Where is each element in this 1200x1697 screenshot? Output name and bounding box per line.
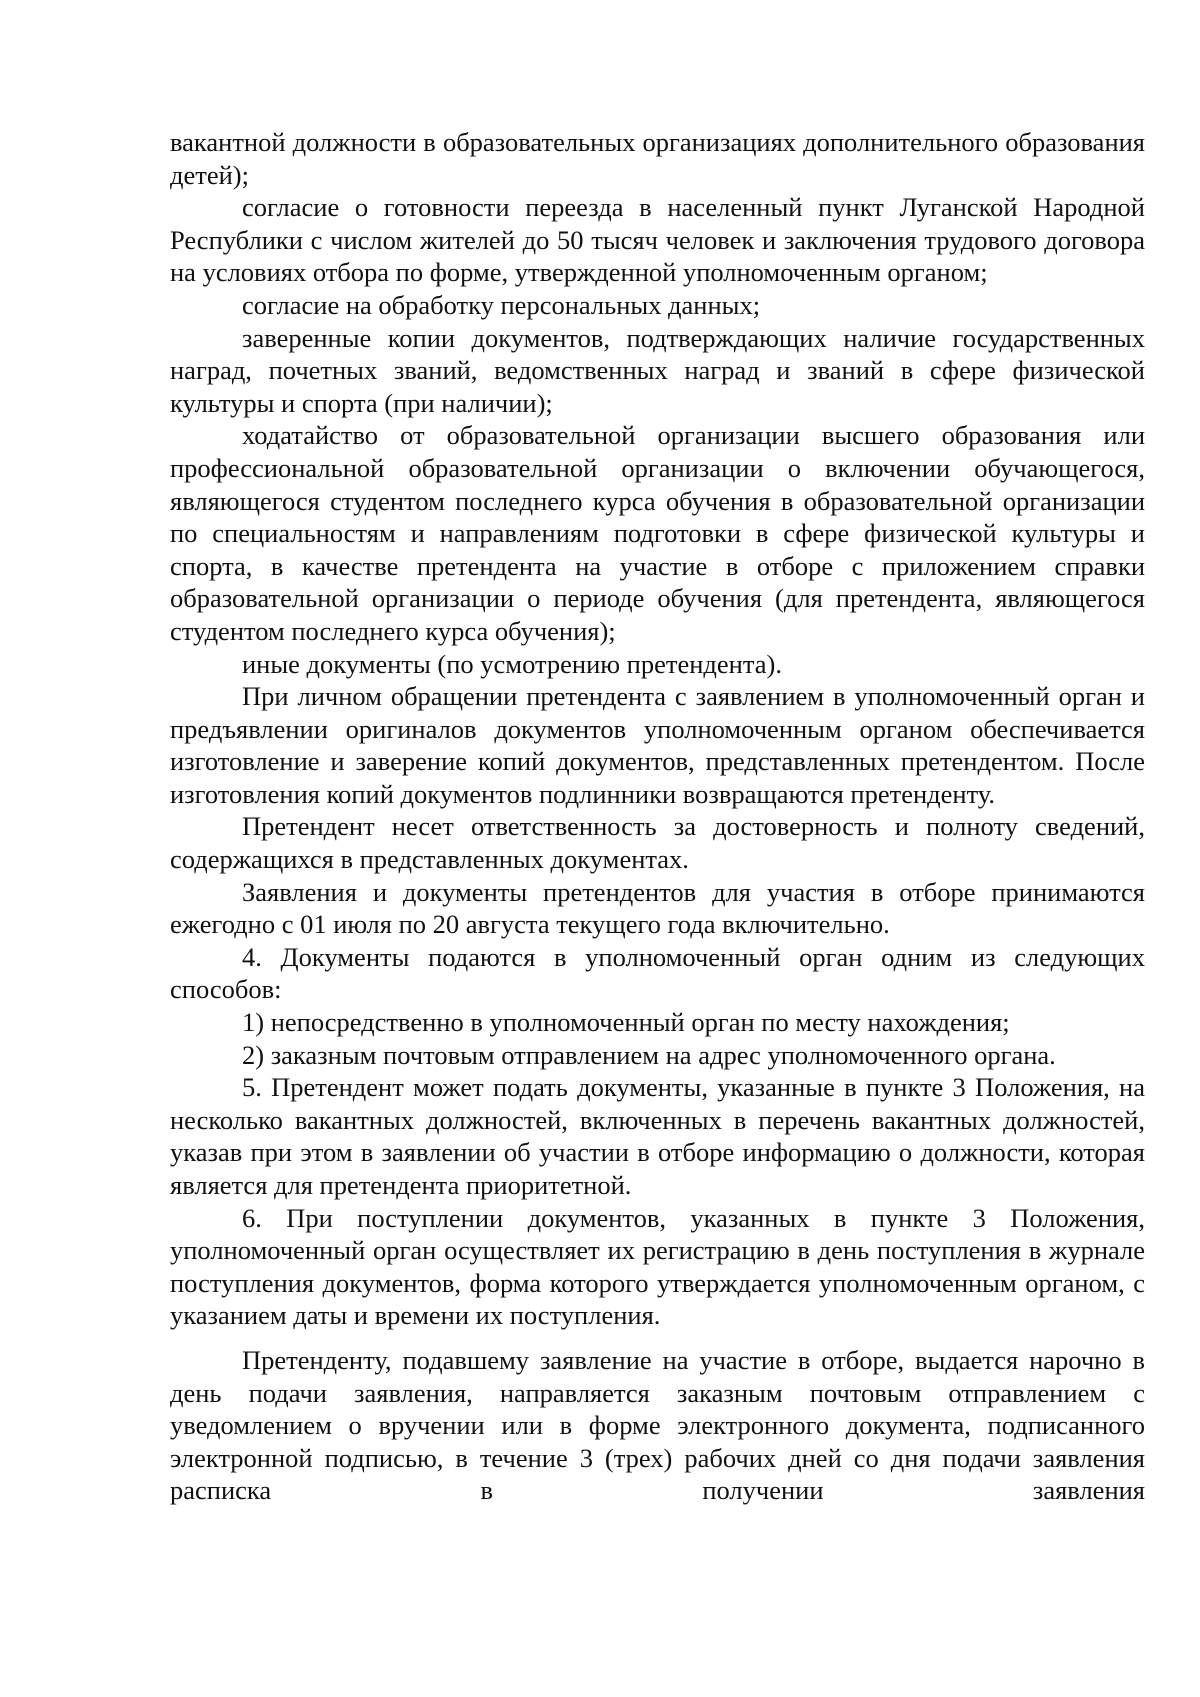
paragraph-8: Заявления и документы претендентов для участия в отборе принимаются ежегодно с 01 июля по 20 августа текущего года включительно.	[170, 876, 1145, 940]
paragraph-1: согласие о готовности переезда в населенный пункт Луганской Народной Республики с числом жителей до 50 тысяч человек и заключения трудового договора на условиях отбора по форме, утвержденной уполномоченным органом;	[170, 192, 1145, 288]
paragraph-14: Претенденту, подавшему заявление на участие в отборе, выдается нарочно в день подачи заявления, направляется заказным почтовым отправлением с уведомлением о вручении или в форме электронного документа, подписанного электронной подписью, в течение 3 (трех) рабочих дней со дня подачи заявления расписка в получении заявления	[170, 1344, 1145, 1506]
paragraph-12: 5. Претендент может подать документы, указанные в пункте 3 Положения, на несколько вакантных должностей, включенных в перечень вакантных должностей, указав при этом в заявлении об участии в отборе информацию о должности, которая является для претендента приоритетной.	[170, 1072, 1145, 1200]
paragraph-9: 4. Документы подаются в уполномоченный орган одним из следующих способов:	[170, 941, 1145, 1005]
paragraph-3: заверенные копии документов, подтверждающих наличие государственных наград, почетных званий, ведомственных наград и званий в сфере физической культуры и спорта (при наличии);	[170, 322, 1145, 418]
paragraph-10: 1) непосредственно в уполномоченный орган по месту нахождения;	[242, 1007, 1010, 1038]
paragraph-2: согласие на обработку персональных данных;	[242, 289, 761, 320]
paragraph-13: 6. При поступлении документов, указанных в пункте 3 Положения, уполномоченный орган осуществляет их регистрацию в день поступления в журнале поступления документов, форма которого утверждается уполномоченным органом, с указанием даты и времени их поступления.	[170, 1202, 1145, 1331]
paragraph-7: Претендент несет ответственность за достоверность и полноту сведений, содержащихся в представленных документах.	[170, 811, 1145, 875]
paragraph-0: вакантной должности в образовательных организациях дополнительного образования детей);	[170, 127, 1145, 190]
paragraph-11: 2) заказным почтовым отправлением на адрес уполномоченного органа.	[242, 1039, 1056, 1070]
paragraph-5: иные документы (по усмотрению претендента).	[242, 648, 782, 679]
paragraph-4: ходатайство от образовательной организации высшего образования или профессиональной образовательной организации о включении обучающегося, являющегося студентом последнего курса обучения в образовательной организации по специальностям и направлениям подготовки в сфере физической культуры и спорта, в качестве претендента на участие в отборе с приложением справки образовательной организации о периоде обучения (для претендента, являющегося студентом последнего курса обучения);	[170, 420, 1145, 646]
document-page	[170, 126, 1145, 1507]
paragraph-6: При личном обращении претендента с заявлением в уполномоченный орган и предъявлении оригиналов документов уполномоченным органом обеспечивается изготовление и заверение копий документов, представленных претендентом. После изготовления копий документов подлинники возвращаются претенденту.	[170, 681, 1145, 809]
